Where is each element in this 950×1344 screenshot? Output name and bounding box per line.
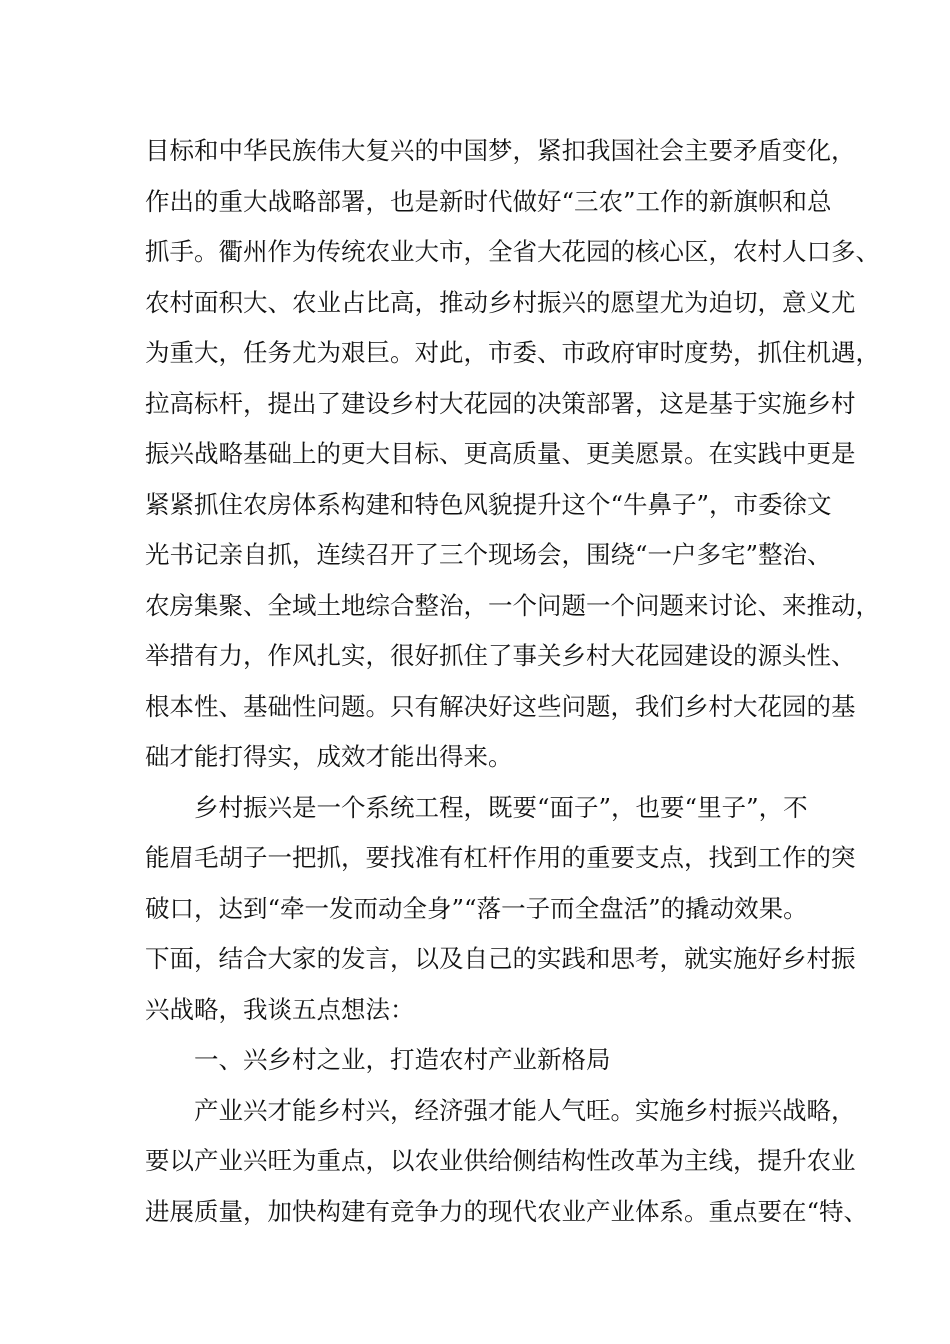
text-line: 目标和中华民族伟大复兴的中国梦，紧扣我国社会主要矛盾变化， — [145, 136, 856, 165]
text-line: 光书记亲自抓，连续召开了三个现场会，围绕“一户多宅”整治、 — [145, 540, 832, 569]
text-line: 农村面积大、农业占比高，推动乡村振兴的愿望尤为迫切，意义尤 — [145, 287, 856, 317]
paragraph-first-line: 乡村振兴是一个系统工程，既要“面子”，也要“里子”，不 — [194, 792, 808, 822]
text-line: 紧紧抓住农房体系构建和特色风貌提升这个“牛鼻子”，市委徐文 — [145, 489, 832, 519]
text-line: 举措有力，作风扎实，很好抓住了事关乡村大花园建设的源头性、 — [145, 641, 856, 670]
text-line: 要以产业兴旺为重点，以农业供给侧结构性改革为主线，提升农业 — [145, 1146, 856, 1175]
text-line: 根本性、基础性问题。只有解决好这些问题，我们乡村大花园的基 — [145, 691, 856, 721]
text-line: 下面，结合大家的发言，以及自己的实践和思考，就实施好乡村振 — [145, 944, 856, 973]
text-line: 作出的重大战略部署，也是新时代做好“三农”工作的新旗帜和总 — [145, 186, 832, 216]
text-line: 农房集聚、全域土地综合整治，一个问题一个问题来讨论、来推动， — [145, 590, 880, 620]
text-line: 能眉毛胡子一把抓，要找准有杠杆作用的重要支点，找到工作的突 — [145, 843, 856, 872]
text-line: 础才能打得实，成效才能出得来。 — [145, 742, 513, 771]
text-line: 进展质量，加快构建有竞争力的现代农业产业体系。重点要在“特、 — [145, 1196, 869, 1226]
text-line: 破口，达到“牵一发而动全身”“落一子而全盘活”的撬动效果。 — [145, 893, 808, 923]
text-line: 为重大，任务尤为艰巨。对此，市委、市政府审时度势，抓住机遇， — [145, 338, 880, 367]
text-line: 振兴战略基础上的更大目标、更高质量、更美愿景。在实践中更是 — [145, 439, 856, 468]
text-line: 抓手。衢州作为传统农业大市，全省大花园的核心区，农村人口多、 — [145, 237, 880, 266]
text-line: 兴战略，我谈五点想法： — [145, 994, 415, 1024]
section-heading: 一、兴乡村之业，打造农村产业新格局 — [194, 1045, 611, 1074]
paragraph-first-line: 产业兴才能乡村兴，经济强才能人气旺。实施乡村振兴战略， — [194, 1095, 856, 1125]
text-line: 拉高标杆，提出了建设乡村大花园的决策部署，这是基于实施乡村 — [145, 388, 856, 418]
document-body — [145, 126, 880, 1237]
